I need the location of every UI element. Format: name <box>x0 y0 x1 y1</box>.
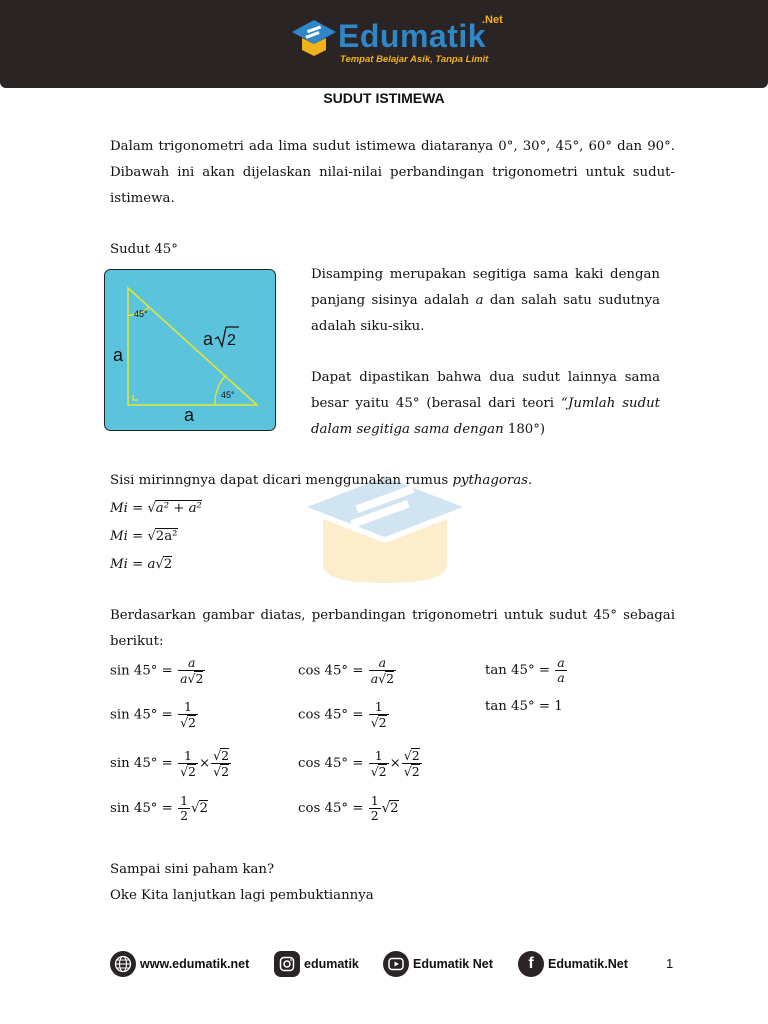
den-rad: 2 <box>195 671 204 686</box>
hyp-label-a: a <box>203 329 214 349</box>
num: 1 <box>374 699 383 714</box>
num: 1 <box>184 747 192 763</box>
desc-2-text-b: 180°) <box>503 422 546 437</box>
eq-sign: = <box>161 707 173 723</box>
fraction <box>178 794 190 823</box>
angle-label-bottom: 45° <box>221 390 235 400</box>
den: √2 <box>180 715 196 730</box>
eq-sign: = <box>161 663 173 679</box>
logo-tagline: Tempat Belajar Asik, Tanpa Limit <box>340 54 489 65</box>
num: 1 <box>370 793 379 808</box>
tan-label: tan 45° <box>485 699 535 714</box>
tan-value: 1 <box>554 699 563 714</box>
fraction <box>369 700 389 730</box>
sin-row-4: sin 45° = $\frac{1}{2}$ √2 <box>110 793 208 823</box>
times-sign: × <box>389 756 401 771</box>
mi-equation-2: Mi = √2a² <box>110 529 178 544</box>
num: 1 <box>180 793 189 808</box>
fraction <box>402 748 422 779</box>
pythagoras-line <box>110 468 532 494</box>
desc-1-text-b: dan salah satu sudutnya adalah siku-siku. <box>311 293 661 334</box>
cos-label: cos 45° <box>298 663 349 679</box>
mi-lhs-1: Mi <box>110 501 128 516</box>
figure-description-2 <box>311 365 660 443</box>
eq-sign: = <box>352 707 364 723</box>
mi-radicand-2: 2a² <box>155 529 178 544</box>
mi-lhs-3: Mi <box>110 557 128 572</box>
sin-label: sin 45° <box>110 663 158 679</box>
intro-line-2: Dibawah ini akan dijelaskan nilai-nilai perbandingan trigonometri untuk sudut- <box>110 165 675 180</box>
times-sign: × <box>198 756 211 771</box>
footer-youtube-label: Edumatik Net <box>413 957 493 971</box>
desc-1-text-a: Disamping merupakan segitiga sama kaki dengan panjang sisinya adalah <box>311 267 660 308</box>
num: a <box>188 655 196 670</box>
desc-1-var: a <box>475 293 484 308</box>
page-footer <box>110 948 680 984</box>
den-rad: 2 <box>386 671 395 686</box>
rad: 2 <box>390 801 399 816</box>
num: 1 <box>184 699 192 714</box>
intro-line-3: istimewa. <box>110 191 175 206</box>
instagram-icon <box>274 951 300 977</box>
den-a: a <box>180 671 188 686</box>
cos-label: cos 45° <box>298 707 349 723</box>
eq-sign: = <box>161 801 173 816</box>
mi-equation-3: Mi = a√2 <box>110 557 173 572</box>
tan-label: tan 45° <box>485 663 535 678</box>
mi-lhs-2: Mi <box>110 529 128 544</box>
cos-label: cos 45° <box>298 801 349 816</box>
logo-wordmark: Edumatik <box>338 18 487 54</box>
den: √2 <box>213 764 230 779</box>
mi-eq3-a: a <box>147 557 156 572</box>
den-rad: 2 <box>188 715 196 730</box>
den: 2 <box>180 808 189 823</box>
num-rad: 2 <box>411 748 420 763</box>
num: a <box>378 655 387 670</box>
sin-label: sin 45° <box>110 801 158 816</box>
den: a <box>557 670 565 685</box>
rad: 2 <box>199 801 208 816</box>
figure-description-1 <box>311 262 660 340</box>
page-title: SUDUT ISTIMEWA <box>323 90 445 106</box>
eq-sign: = <box>352 756 364 771</box>
youtube-icon <box>383 951 409 977</box>
cos-row-2 <box>298 700 390 730</box>
triangle-figure <box>104 269 276 431</box>
fraction <box>211 748 231 779</box>
fraction <box>369 794 381 823</box>
eq-sign: = <box>538 663 551 678</box>
footer-web-label: www.edumatik.net <box>140 957 250 971</box>
footer-instagram[interactable] <box>274 948 359 980</box>
num-rad: 2 <box>221 748 230 763</box>
fraction <box>369 749 389 779</box>
fraction <box>178 656 205 686</box>
den: √2 <box>403 764 420 779</box>
sin-row-3 <box>110 748 232 779</box>
fraction <box>369 656 396 686</box>
sin-row-1 <box>110 656 206 686</box>
num: √2 <box>403 748 420 763</box>
side-label-bottom: a <box>184 405 195 425</box>
den-rad: 2 <box>411 764 420 779</box>
footer-instagram-label: edumatik <box>304 957 359 971</box>
den-rad: 2 <box>378 763 387 779</box>
footer-web[interactable] <box>110 948 249 980</box>
closing-line-2: Oke Kita lanjutkan lagi pembuktiannya <box>110 888 374 903</box>
side-label-left: a <box>113 345 124 365</box>
fraction <box>178 749 198 779</box>
footer-facebook[interactable] <box>518 948 628 980</box>
footer-youtube[interactable] <box>383 948 493 980</box>
den: 2 <box>370 808 379 823</box>
desc-2-text-a: Dapat dipastikan bahwa dua sudut lainnya sama besar yaitu 45° (berasal dari teori <box>311 370 660 411</box>
den-rad: 2 <box>188 763 196 779</box>
logo-net: .Net <box>482 14 503 26</box>
den: a√2 <box>180 671 204 686</box>
sin-label: sin 45° <box>110 756 158 771</box>
edumatik-logo <box>290 14 503 74</box>
sin-row-2 <box>110 700 199 730</box>
sin-label: sin 45° <box>110 707 158 723</box>
berdasarkan-paragraph <box>110 603 675 655</box>
eq-sign: = <box>538 699 551 714</box>
eq-sign: = <box>352 663 364 679</box>
den-a: a <box>370 671 379 686</box>
fraction <box>555 656 566 685</box>
berdasarkan-line-1: Berdasarkan gambar diatas, perbandingan trigonometri untuk sudut 45° sebagai <box>110 608 675 623</box>
footer-facebook-label: Edumatik.Net <box>548 957 628 971</box>
pythagoras-term: pythagoras. <box>452 473 533 488</box>
globe-icon <box>110 951 136 977</box>
tan-row-1 <box>485 656 568 685</box>
mi-radicand-1: a² + a² <box>155 501 202 516</box>
cos-row-1 <box>298 656 397 686</box>
eq-sign: = <box>352 801 364 816</box>
num: 1 <box>374 747 383 763</box>
num: a <box>557 655 565 670</box>
cos-label: cos 45° <box>298 756 349 771</box>
den-rad: 2 <box>378 715 387 730</box>
mi-equation-1: Mi = √a² + a² <box>110 501 202 516</box>
fraction <box>178 700 198 730</box>
facebook-icon: f <box>518 951 544 977</box>
angle-label-top: 45° <box>134 309 148 319</box>
den: a√2 <box>370 671 395 686</box>
tan-row-2 <box>485 699 563 714</box>
intro-line-1: Dalam trigonometri ada lima sudut istimewa diataranya 0°, 30°, 45°, 60° dan 90°. <box>110 139 675 154</box>
cos-row-4: cos 45° = $\frac{1}{2}$ √2 <box>298 793 399 823</box>
num: √2 <box>213 748 230 763</box>
berdasarkan-line-2: berikut: <box>110 634 164 649</box>
eq-sign: = <box>161 756 173 771</box>
mi-radicand-3: 2 <box>163 557 173 572</box>
hyp-label-rad: 2 <box>227 332 236 349</box>
page-number: 1 <box>666 956 674 971</box>
page-header <box>0 0 768 88</box>
graduation-cap-icon <box>290 16 338 64</box>
pythagoras-text: Sisi mirinngnya dapat dicari menggunakan rumus <box>110 473 453 488</box>
den: √2 <box>180 763 196 779</box>
section-heading: Sudut 45° <box>110 242 178 257</box>
den-rad: 2 <box>221 764 230 779</box>
closing-line-1: Sampai sini paham kan? <box>110 862 275 877</box>
intro-paragraph <box>110 134 675 212</box>
den: √2 <box>370 715 387 730</box>
desc-2-theory: “Jumlah sudut dalam segitiga sama dengan <box>311 396 660 437</box>
cos-row-3 <box>298 748 423 779</box>
den: √2 <box>370 763 387 779</box>
